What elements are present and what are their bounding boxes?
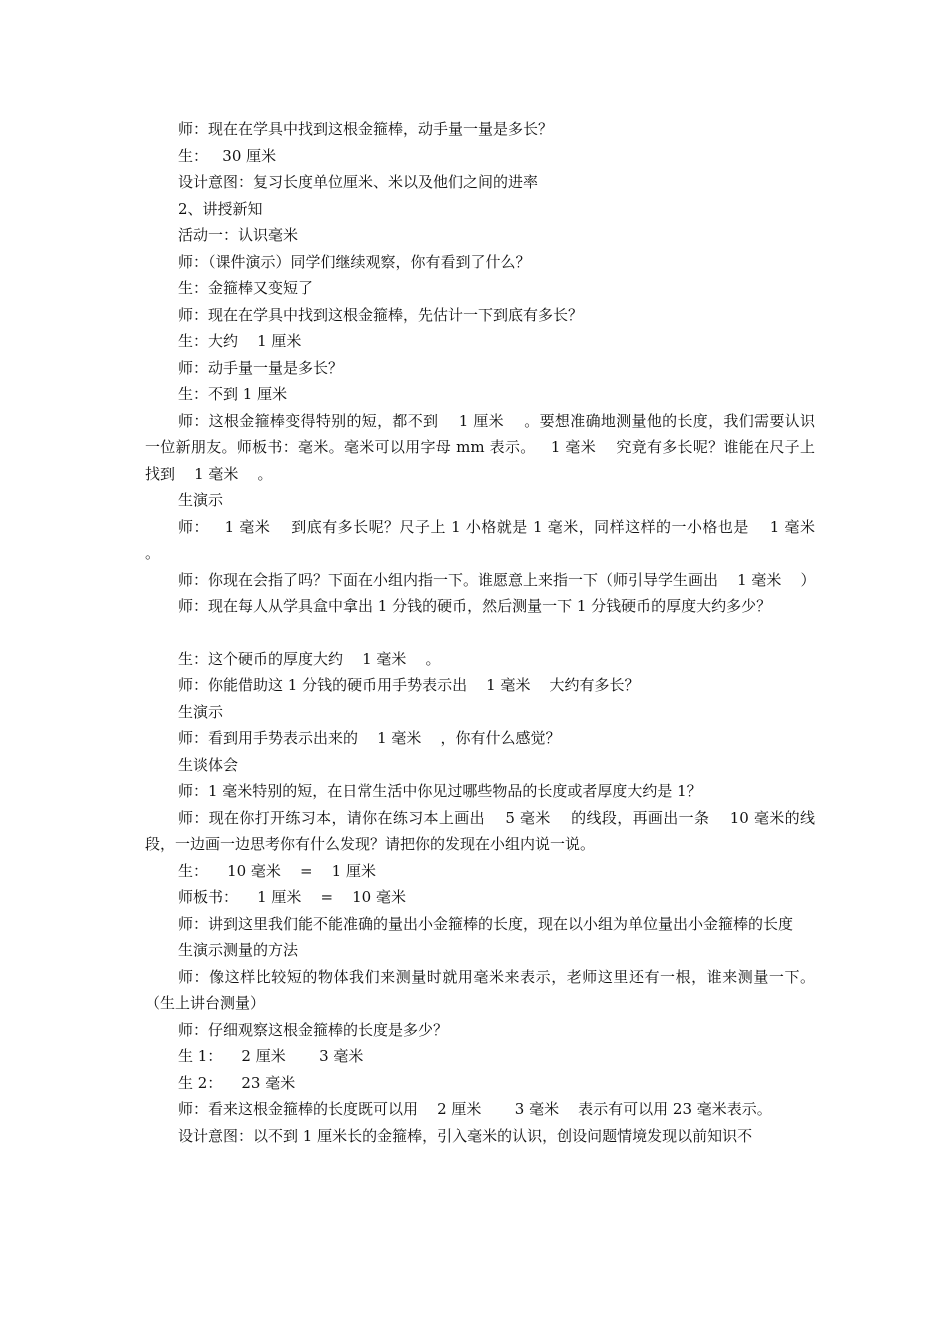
paragraph: 师：仔细观察这根金箍棒的长度是多少？ [178,1020,449,1039]
paragraph: 2、讲授新知 [178,199,263,218]
paragraph: 师：现在在学具中找到这根金箍棒，动手量一量是多长？ [178,120,554,138]
paragraph: 生：大约 1 厘米 [178,332,302,350]
paragraph: 师：像这样比较短的物体我们来测量时就用毫米来表示，老师这里还有一根，谁来测量一下。（生上讲台测量） [145,967,815,1012]
paragraph: 师板书： 1 厘米 = 10 毫米 [178,888,406,906]
paragraph: 生：不到 1 厘米 [178,385,288,403]
paragraph: 设计意图：以不到 1 厘米长的金箍棒，引入毫米的认识，创设问题情境发现以前知识不 [178,1126,753,1145]
paragraph: 活动一：认识毫米 [178,226,299,244]
paragraph: 生演示 [178,702,224,721]
paragraph: 师：你能借助这 1 分钱的硬币用手势表示出 1 毫米 大约有多长？ [178,676,640,694]
paragraph: 师：这根金箍棒变得特别的短，都不到 1 厘米 。要想准确地测量他的长度，我们需要认识一位新朋友。师板书：毫米。毫米可以用字母 mm 表示。 1 毫米 究竟有多长呢？谁能在尺子上找到 1 毫米 。 [145,411,815,483]
paragraph: 师：（课件演示）同学们继续观察，你有看到了什么？ [178,252,531,271]
paragraph: 生谈体会 [178,755,239,774]
paragraph: 师：看来这根金箍棒的长度既可以用 2 厘米 3 毫米 表示有可以用 23 毫米表示。 [178,1100,772,1118]
paragraph: 师：现在你打开练习本，请你在练习本上画出 5 毫米 的线段，再画出一条 10 毫米的线段，一边画一边思考你有什么发现？请把你的发现在小组内说一说。 [145,808,815,853]
paragraph: 生演示测量的方法 [178,941,299,959]
blank-line [145,620,815,646]
paragraph: 生 2： 23 毫米 [178,1073,296,1092]
document-body [145,116,835,1149]
paragraph: 生： 10 毫米 = 1 厘米 [178,861,376,880]
paragraph: 师：看到用手势表示出来的 1 毫米 ，你有什么感觉？ [178,729,561,747]
paragraph: 师：现在在学具中找到这根金箍棒，先估计一下到底有多长？ [178,305,584,324]
paragraph: 师：现在每人从学具盒中拿出 1 分钱的硬币，然后测量一下 1 分钱硬币的厚度大约多少？ [178,597,772,615]
paragraph: 生：这个硬币的厚度大约 1 毫米 。 [178,649,441,668]
paragraph: 生演示 [178,491,224,509]
paragraph: 设计意图：复习长度单位厘米、米以及他们之间的进率 [178,173,539,191]
paragraph: 师：讲到这里我们能不能准确的量出小金箍棒的长度，现在以小组为单位量出小金箍棒的长度 [178,914,794,933]
paragraph: 生：金箍棒又变短了 [178,279,314,297]
paragraph: 师：1 毫米特别的短，在日常生活中你见过哪些物品的长度或者厚度大约是 1？ [178,782,702,800]
paragraph: 生 1： 2 厘米 3 毫米 [178,1047,364,1065]
paragraph: 师：你现在会指了吗？下面在小组内指一下。谁愿意上来指一下（师引导学生画出 1 毫米 ） [178,570,816,589]
paragraph: 生： 30 厘米 [178,146,277,165]
paragraph: 师： 1 毫米 到底有多长呢？尺子上 1 小格就是 1 毫米，同样这样的一小格也是 1 毫米 。 [145,517,835,562]
paragraph: 师：动手量一量是多长？ [178,358,344,377]
